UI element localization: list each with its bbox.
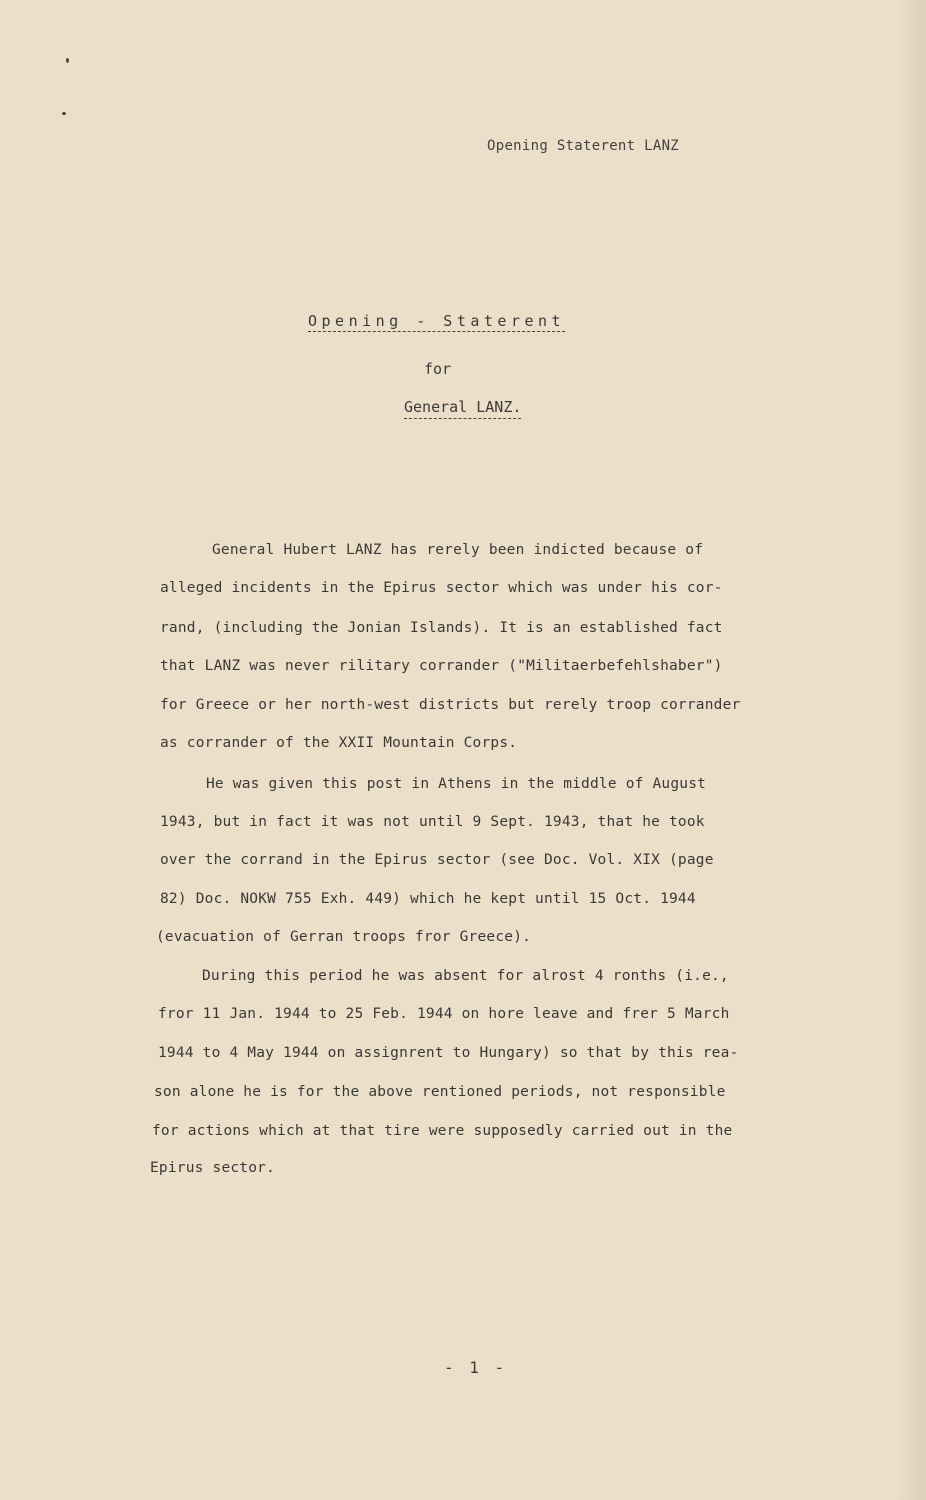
paragraph-1-line: rand, (including the Jonian Islands). It is an established fact	[160, 620, 723, 636]
paragraph-2-line: 1943, but in fact it was not until 9 Sept. 1943, that he took	[160, 814, 705, 830]
document-title: Opening - Staterent	[308, 312, 566, 330]
paragraph-3-line: 1944 to 4 May 1944 on assignrent to Hungary) so that by this rea-	[158, 1045, 739, 1061]
paragraph-3-line: for actions which at that tire were supposedly carried out in the	[152, 1123, 733, 1139]
paragraph-1-line: as corrander of the XXII Mountain Corps.	[160, 735, 518, 751]
paragraph-2-line: over the corrand in the Epirus sector (see Doc. Vol. XIX (page	[160, 852, 714, 868]
paragraph-3-line: Epirus sector.	[150, 1160, 276, 1176]
speck-mark	[66, 58, 69, 63]
header-reference: Opening Staterent LANZ	[487, 138, 680, 154]
paragraph-1-line: alleged incidents in the Epirus sector which was under his cor-	[160, 580, 723, 596]
for-line: for	[424, 360, 452, 378]
page-edge-shadow	[896, 0, 926, 1500]
paragraph-1-line: General Hubert LANZ has rerely been indicted because of	[212, 542, 704, 558]
paragraph-2-line: 82) Doc. NOKW 755 Exh. 449) which he kept until 15 Oct. 1944	[160, 891, 696, 907]
paragraph-3-line: During this period he was absent for alrost 4 ronths (i.e.,	[202, 968, 729, 984]
paragraph-2-line: He was given this post in Athens in the middle of August	[206, 776, 707, 792]
paragraph-1-line: for Greece or her north-west districts but rerely troop corrander	[160, 697, 741, 713]
paragraph-1-line: that LANZ was never rilitary corrander ("Militaerbefehlshaber")	[160, 658, 723, 674]
speck-mark	[62, 112, 66, 115]
page-number: - 1 -	[444, 1358, 508, 1377]
paragraph-3-line: fror 11 Jan. 1944 to 25 Feb. 1944 on hore leave and frer 5 March	[158, 1006, 730, 1022]
paragraph-2-line: (evacuation of Gerran troops fror Greece).	[156, 929, 532, 945]
paragraph-3-line: son alone he is for the above rentioned periods, not responsible	[154, 1084, 726, 1100]
document-subject: General LANZ.	[404, 398, 521, 419]
